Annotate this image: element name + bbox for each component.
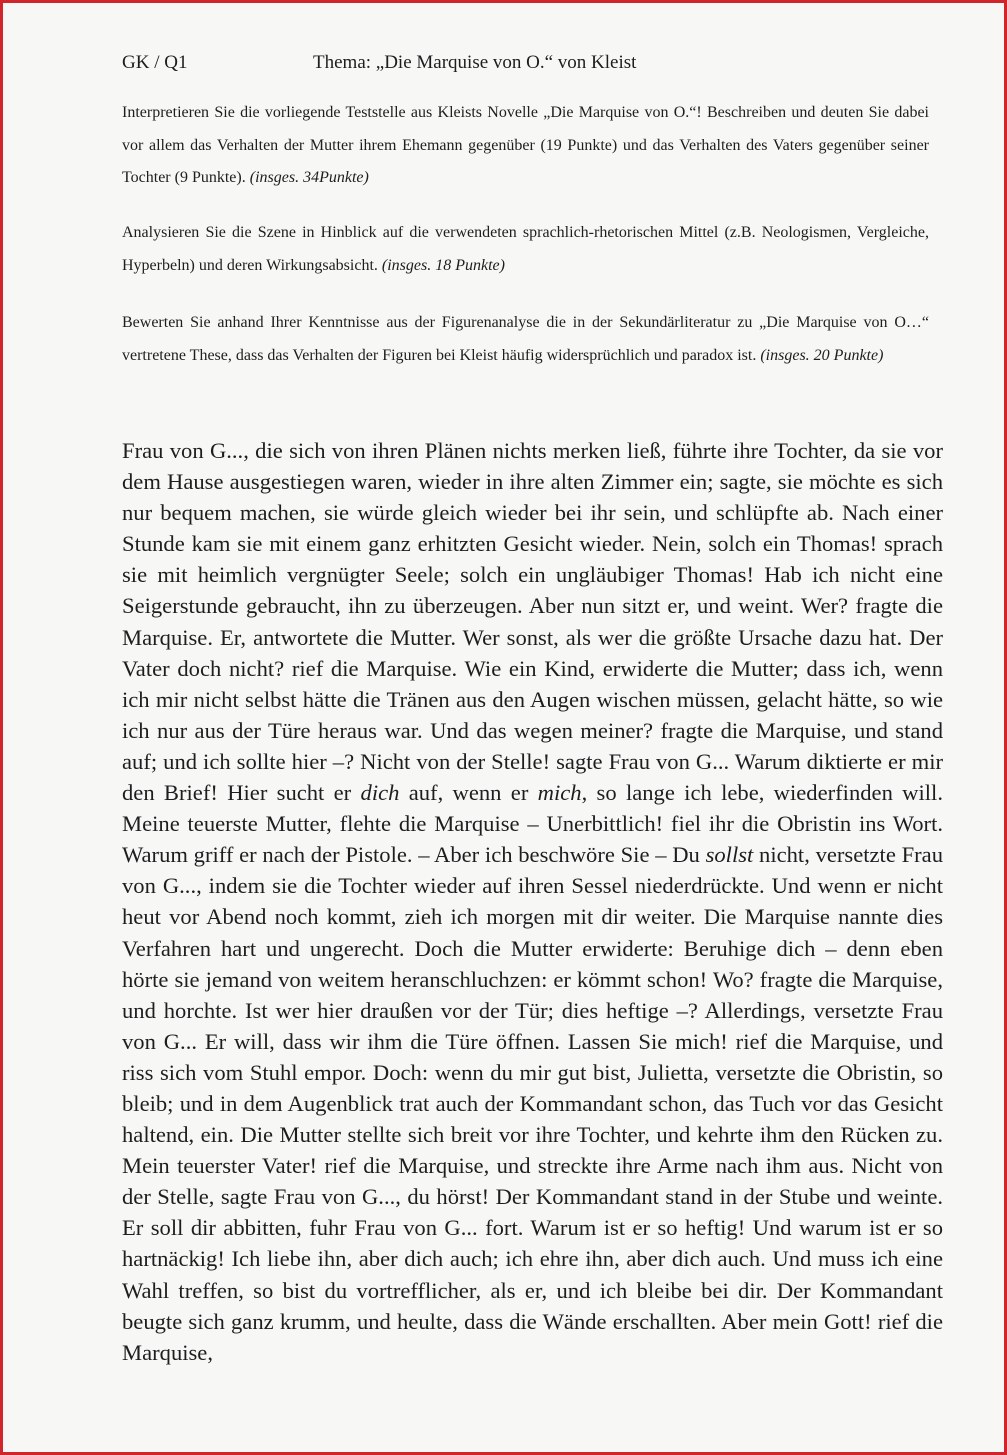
task-3-points: (insges. 20 Punkte)	[760, 346, 884, 364]
excerpt-emphasis-sollst: sollst	[705, 842, 754, 868]
task-3-text: Bewerten Sie anhand Ihrer Kenntnisse aus der Figurenanalyse die in der Sekundärliteratur zu „Die Marquise von O…“ vertretene These, dass das Verhalten der Figuren bei Kleist häufig widersprüchlich und paradox ist.	[122, 314, 929, 364]
task-1-text: Interpretieren Sie die vorliegende Teststelle aus Kleists Novelle „Die Marquise von O.“! Beschreiben und deuten Sie dabei vor allem das Verhalten der Mutter ihrem Ehemann gegenüber (19 Punkte) und das Verhalten des Vaters gegenüber seiner Tochter (9 Punkte).	[122, 104, 929, 186]
theme-title: Thema: „Die Marquise von O.“ von Kleist	[313, 52, 637, 73]
excerpt-part-4: nicht, versetzte Frau von G..., indem sie die Tochter wieder auf ihren Sessel niederdrückte. Und wenn er nicht heut vor Abend noch kommt, zieh ich morgen mit dir weiter. Die Marquise nannte dies Verfahren hart und ungerecht. Doch die Mutter erwiderte: Beruhige dich – denn eben hörte sie jemand von weitem heranschluchzen: er kömmt schon! Wo? fragte die Marquise, und horchte. Ist wer hier draußen vor der Tür; dies heftige –? Allerdings, versetzte Frau von G... Er will, dass wir ihm die Türe öffnen. Lassen Sie mich! rief die Marquise, und riss sich vom Stuhl empor. Doch: wenn du mir gut bist, Julietta, versetzte die Obristin, so bleib; und in dem Augenblick trat auch der Kommandant schon, das Tuch vor das Gesicht haltend, ein. Die Mutter stellte sich breit vor ihre Tochter, und kehrte ihm den Rücken zu. Mein teuerster Vater! rief die Marquise, und streckte ihre Arme nach ihm aus. Nicht von der Stelle, sagte Frau von G..., du hörst! Der Kommandant stand in der Stube und weinte. Er soll dir abbitten, fuhr Frau von G... fort. Warum ist er so heftig! Und warum ist er so hartnäckig! Ich liebe ihn, aber dich auch; ich ehre ihn, aber dich auch. Und muss ich eine Wahl treffen, so bist du vortrefflicher, als er, und ich bleibe bei dir. Der Kommandant beugte sich ganz krumm, und heulte, dass die Wände erschallten. Aber mein Gott! rief die Marquise,	[122, 842, 944, 1365]
excerpt-emphasis-mich: mich	[537, 780, 582, 806]
excerpt-part-3: , so lange ich lebe, wiederfinden will. Meine teuerste Mutter, flehte die Marquise – Unerbittlich! fiel ihr die Obristin ins Wort. Warum griff er nach der Pistole. – Aber ich beschwöre Sie – Du	[122, 780, 943, 868]
novella-excerpt	[122, 435, 943, 1368]
excerpt-part-2: auf, wenn er	[399, 780, 538, 806]
worksheet-header	[122, 52, 942, 78]
task-list	[122, 97, 929, 364]
task-2-text: Analysieren Sie die Szene in Hinblick auf die verwendeten sprachlich-rhetorischen Mittel (z.B. Neologismen, Vergleiche, Hyperbeln) und deren Wirkungsabsicht.	[122, 224, 929, 274]
course-label: GK / Q1	[122, 52, 188, 73]
task-2	[122, 217, 929, 282]
task-1-points: (insges. 34Punkte)	[249, 169, 369, 186]
task-3	[122, 307, 929, 372]
task-2-points: (insges. 18 Punkte)	[381, 256, 505, 274]
excerpt-part-1: Frau von G..., die sich von ihren Plänen nichts merken ließ, führte ihre Tochter, da sie vor dem Hause ausgestiegen waren, wieder in ihre alten Zimmer ein; sagte, sie möchte es sich nur bequem machen, sie würde gleich wieder bei ihr sein, und schlüpfte ab. Nach einer Stunde kam sie mit einem ganz erhitzten Gesicht wieder. Nein, solch ein Thomas! sprach sie mit heimlich vergnügter Seele; solch ein ungläubiger Thomas! Hab ich nicht eine Seigerstunde gebraucht, ihn zu überzeugen. Aber nun sitzt er, und weint. Wer? fragte die Marquise. Er, antwortete die Mutter. Wer sonst, als wer die größte Ursache dazu hat. Der Vater doch nicht? rief die Marquise. Wie ein Kind, erwiderte die Mutter; dass ich, wenn ich mir nicht selbst hätte die Tränen aus den Augen wischen müssen, gelacht hätte, so wie ich nur aus der Türe heraus war. Und das wegen meiner? fragte die Marquise, und stand auf; und ich sollte hier –? Nicht von der Stelle! sagte Frau von G... Warum diktierte er mir den Brief! Hier sucht er	[122, 438, 943, 806]
task-1	[122, 97, 929, 187]
excerpt-emphasis-dich: dich	[360, 780, 400, 806]
